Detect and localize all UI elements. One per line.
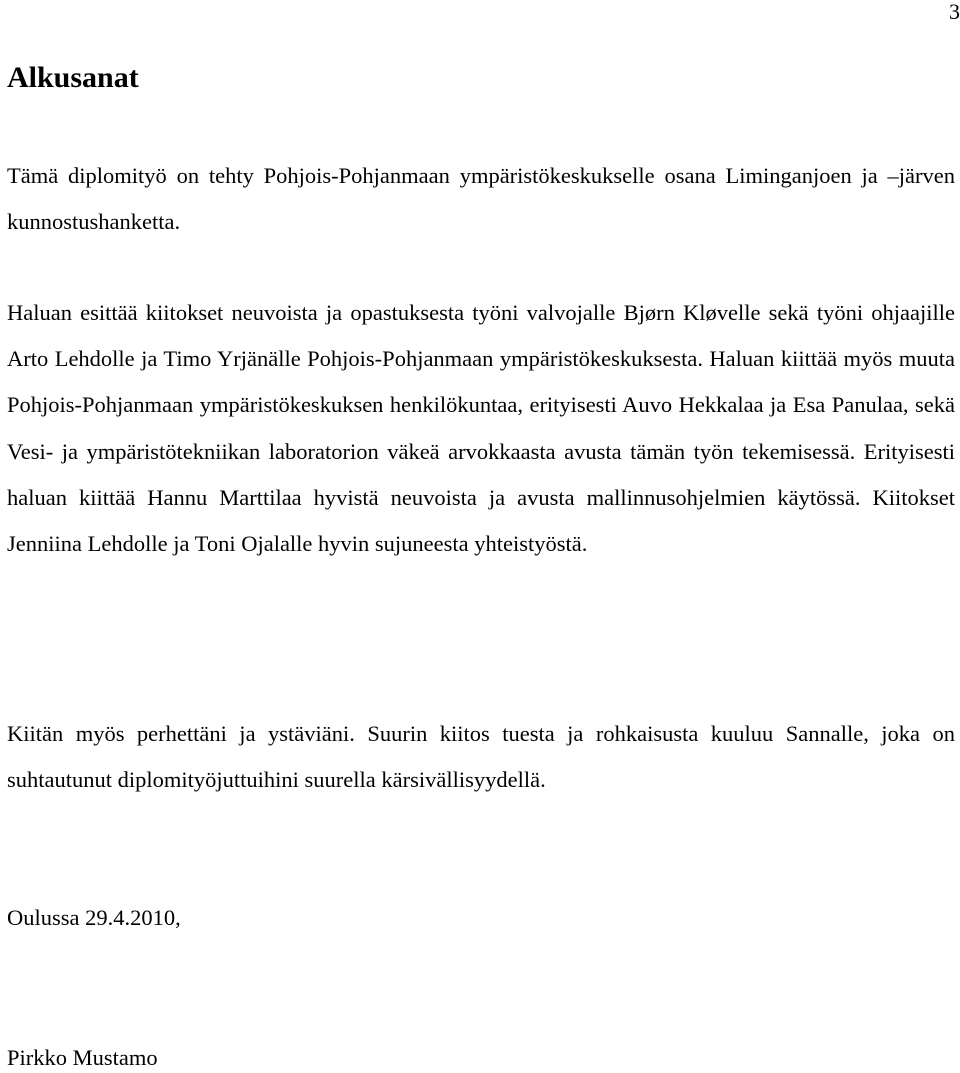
paragraph-acknowledgements: Haluan esittää kiitokset neuvoista ja opastuksesta työni valvojalle Bjørn Kløvelle sekä työni ohjaajille Arto Lehdolle ja Timo Yrjänälle Pohjois-Pohjanmaan ympäristökeskuksesta. Haluan kiittää myös muuta Pohjois-Pohjanmaan ympäristökeskuksen henkilökuntaa, erityisesti Auvo Hekkalaa ja Esa Panulaa, sekä Vesi- ja ympäristötekniikan laboratorion väkeä arvokkaasta avusta tämän työn tekemisessä. Erityisesti haluan kiittää Hannu Marttilaa hyvistä neuvoista ja avusta mallinnusohjelmien käytössä. Kiitokset Jenniina Lehdolle ja Toni Ojalalle hyvin sujuneesta yhteistyöstä. — [7, 300, 955, 557]
place-date: Oulussa 29.4.2010, — [7, 905, 181, 930]
paragraph-family: Kiitän myös perhettäni ja ystäviäni. Suurin kiitos tuesta ja rohkaisusta kuuluu Sannalle, joka on suhtautunut diplomityöjuttuihini suurella kärsivällisyydellä. — [7, 721, 955, 793]
paragraph-intro: Tämä diplomityö on tehty Pohjois-Pohjanmaan ympäristökeskukselle osana Liminganjoen ja –järven kunnostushanketta. — [7, 163, 955, 235]
page-title: Alkusanat — [7, 61, 139, 94]
page-number: 3 — [949, 0, 960, 24]
author-signature: Pirkko Mustamo — [7, 1045, 158, 1070]
